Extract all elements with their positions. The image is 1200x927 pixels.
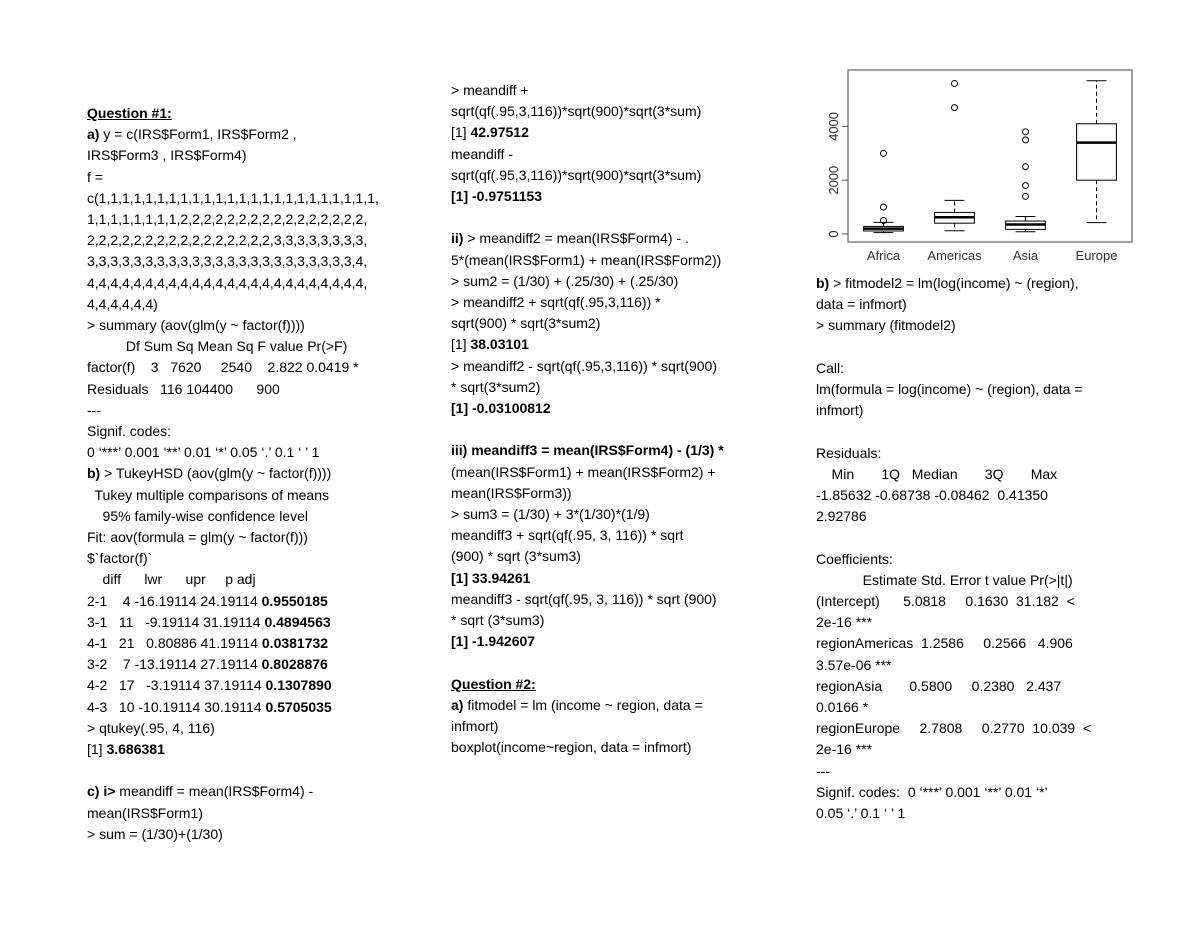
tukey-row bbox=[87, 633, 407, 654]
code-line: * sqrt(3*sum2) bbox=[451, 378, 541, 395]
code-line: boxplot(income~region, data = infmort) bbox=[451, 739, 692, 756]
tukey-header: diff lwr upr p adj bbox=[87, 571, 256, 588]
spacer bbox=[87, 760, 407, 781]
part-iii-line: iii) meandiff3 = mean(IRS$Form4) - (1/3) * bbox=[451, 442, 724, 459]
spacer bbox=[816, 337, 1136, 358]
tukey-row bbox=[87, 591, 407, 612]
tukey-row-values: 3-1 11 -9.19114 31.19114 bbox=[87, 613, 265, 630]
code-line: IRS$Form3 , IRS$Form4) bbox=[87, 147, 247, 164]
separator-dashes: --- bbox=[87, 401, 101, 418]
spacer bbox=[451, 207, 781, 228]
outlier-point bbox=[952, 80, 958, 86]
tukey-row-values: 3-2 7 -13.19114 27.19114 bbox=[87, 656, 262, 673]
residuals-header: Min 1Q Median 3Q Max bbox=[816, 465, 1058, 482]
q2-part-a-text: fitmodel = lm (income ~ region, data = bbox=[463, 696, 703, 713]
spacer bbox=[451, 652, 781, 673]
outlier-point bbox=[881, 150, 887, 156]
spacer bbox=[451, 419, 781, 440]
box-asia bbox=[1006, 129, 1046, 232]
outlier-point bbox=[1023, 164, 1029, 170]
outlier-point bbox=[1023, 129, 1029, 135]
anova-header: Df Sum Sq Mean Sq F value Pr(>F) bbox=[87, 338, 348, 355]
coefficient-line: 0.0166 * bbox=[816, 699, 869, 716]
boxplot-x-labels bbox=[867, 248, 1118, 263]
code-line: infmort) bbox=[816, 402, 864, 419]
q2-part-a-label: a) bbox=[451, 696, 464, 713]
code-line: > meandiff2 + sqrt(qf(.95,3,116)) * bbox=[451, 294, 661, 311]
code-line: (mean(IRS$Form1) + mean(IRS$Form2) + bbox=[451, 463, 716, 480]
result-line bbox=[451, 122, 781, 143]
code-line: > summary (aov(glm(y ~ factor(f)))) bbox=[87, 317, 305, 334]
signif-codes: 0.05 ‘.’ 0.1 ‘ ’ 1 bbox=[816, 805, 906, 822]
coefficient-line: 2e-16 *** bbox=[816, 741, 873, 758]
x-category-label: Africa bbox=[866, 248, 901, 263]
code-line: (900) * sqrt (3*sum3) bbox=[451, 548, 581, 565]
code-line: c(1,1,1,1,1,1,1,1,1,1,1,1,1,1,1,1,1,1,1,1,1,1,1,1, bbox=[87, 189, 379, 206]
tukey-row-values: 4-1 21 0.80886 41.19114 bbox=[87, 635, 262, 652]
boxplot-boxes bbox=[864, 80, 1117, 232]
outlier-point bbox=[1023, 183, 1029, 189]
tukey-row bbox=[87, 675, 407, 696]
call-label: Call: bbox=[816, 359, 845, 376]
code-line: mean(IRS$Form3)) bbox=[451, 484, 572, 501]
y-tick-label: 4000 bbox=[826, 111, 841, 141]
outlier-point bbox=[1023, 193, 1029, 199]
anova-row: factor(f) 3 7620 2540 2.822 0.0419 * bbox=[87, 359, 359, 376]
code-line: mean(IRS$Form1) bbox=[87, 804, 203, 821]
separator-dashes: --- bbox=[816, 762, 830, 779]
code-line: f = bbox=[87, 168, 103, 185]
code-line: > sum2 = (1/30) + (.25/30) + (.25/30) bbox=[451, 272, 679, 289]
residuals-values: -1.85632 -0.68738 -0.08462 0.41350 bbox=[816, 487, 1048, 503]
y-tick-label: 2000 bbox=[826, 165, 841, 195]
result-line: [1] -0.9751153 bbox=[451, 188, 543, 205]
code-line: data = infmort) bbox=[816, 296, 907, 313]
code-line: meandiff3 - sqrt(qf(.95, 3, 116)) * sqrt (900) bbox=[451, 590, 717, 607]
q2-part-b-text: > fitmodel2 = lm(log(income) ~ (region), bbox=[829, 275, 1079, 291]
column-question-2b bbox=[816, 273, 1136, 824]
question-1-heading: Question #1: bbox=[87, 105, 172, 121]
code-line: 3,3,3,3,3,3,3,3,3,3,3,3,3,3,3,3,3,3,3,3,3,3,3,4, bbox=[87, 253, 368, 270]
result-index: [1] bbox=[451, 124, 471, 141]
code-line: > sum = (1/30)+(1/30) bbox=[87, 825, 223, 842]
part-a-text: y = c(IRS$Form1, IRS$Form2 , bbox=[99, 126, 297, 143]
result-line bbox=[451, 334, 781, 355]
tukey-factor-label: $`factor(f)` bbox=[87, 550, 153, 567]
signif-codes: 0 ‘***’ 0.001 ‘**’ 0.01 ‘*’ 0.05 ‘.’ 0.1 ‘ ’ 1 bbox=[87, 444, 320, 461]
x-category-label: Americas bbox=[927, 248, 982, 263]
code-line: lm(formula = log(income) ~ (region), data = bbox=[816, 381, 1083, 397]
code-line: 2,2,2,2,2,2,2,2,2,2,2,2,2,2,2,2,3,3,3,3,3,3,3,3, bbox=[87, 232, 368, 249]
x-category-label: Europe bbox=[1075, 248, 1118, 263]
code-line: sqrt(900) * sqrt(3*sum2) bbox=[451, 315, 601, 332]
result-line: [1] -0.03100812 bbox=[451, 400, 551, 417]
tukey-fit: Fit: aov(formula = glm(y ~ factor(f))) bbox=[87, 529, 308, 546]
code-line: 4,4,4,4,4,4,4,4,4,4,4,4,4,4,4,4,4,4,4,4,4,4,4,4, bbox=[87, 274, 368, 291]
part-b-text: > TukeyHSD (aov(glm(y ~ factor(f)))) bbox=[100, 465, 332, 482]
code-line: sqrt(qf(.95,3,116))*sqrt(900)*sqrt(3*sum) bbox=[451, 103, 702, 120]
code-line: 4,4,4,4,4,4) bbox=[87, 295, 158, 312]
tukey-row bbox=[87, 612, 407, 633]
tukey-row-values: 4-2 17 -3.19114 37.19114 bbox=[87, 677, 266, 694]
coefficient-line: 3.57e-06 *** bbox=[816, 656, 892, 673]
tukey-row-padj: 0.4894563 bbox=[264, 613, 331, 630]
result-value: 42.97512 bbox=[470, 124, 529, 141]
code-line: 5*(mean(IRS$Form1) + mean(IRS$Form2)) bbox=[451, 251, 722, 268]
tukey-confidence: 95% family-wise confidence level bbox=[87, 507, 308, 524]
boxplot-y-axis bbox=[826, 112, 848, 238]
tukey-row-padj: 0.0381732 bbox=[261, 635, 329, 652]
anova-row: Residuals 116 104400 900 bbox=[87, 380, 280, 397]
code-line: meandiff - bbox=[451, 145, 513, 162]
tukey-row-padj: 0.8028876 bbox=[261, 656, 328, 673]
code-line: infmort) bbox=[451, 718, 499, 735]
part-c-label: c) i> bbox=[87, 783, 116, 800]
part-c-line bbox=[87, 781, 407, 802]
part-b-line bbox=[87, 463, 407, 484]
tukey-row-padj: 0.1307890 bbox=[265, 677, 332, 694]
qtukey-command: > qtukey(.95, 4, 116) bbox=[87, 719, 215, 736]
question-2-heading: Question #2: bbox=[451, 675, 536, 692]
spacer bbox=[816, 421, 1136, 442]
tukey-row-padj: 0.5705035 bbox=[265, 698, 332, 715]
y-tick-label: 0 bbox=[826, 230, 841, 238]
box-europe bbox=[1077, 81, 1117, 223]
interquartile-box bbox=[1077, 124, 1117, 180]
part-a-line bbox=[87, 124, 407, 145]
code-line: > meandiff2 - sqrt(qf(.95,3,116)) * sqrt(900) bbox=[451, 357, 717, 374]
part-a-label: a) bbox=[87, 126, 100, 143]
part-ii-text: > meandiff2 = mean(IRS$Form4) - . bbox=[463, 230, 689, 247]
qtukey-result bbox=[87, 739, 407, 760]
x-category-label: Asia bbox=[1012, 248, 1039, 263]
tukey-row bbox=[87, 654, 407, 675]
signif-codes: Signif. codes: 0 ‘***’ 0.001 ‘**’ 0.01 ‘*’ bbox=[816, 783, 1048, 800]
coefficients-header: Estimate Std. Error t value Pr(>|t|) bbox=[816, 571, 1073, 588]
residuals-label: Residuals: bbox=[816, 444, 882, 461]
code-line: > summary (fitmodel2) bbox=[816, 317, 956, 334]
coefficients-label: Coefficients: bbox=[816, 550, 893, 567]
residuals-values: 2.92786 bbox=[816, 508, 867, 525]
box-americas bbox=[935, 80, 975, 230]
column-middle bbox=[451, 80, 781, 758]
result-value: 3.686381 bbox=[106, 741, 165, 758]
coefficient-line: (Intercept) 5.0818 0.1630 31.182 < bbox=[816, 593, 1075, 609]
result-index: [1] bbox=[87, 741, 107, 758]
income-region-boxplot bbox=[810, 62, 1140, 266]
signif-label: Signif. codes: bbox=[87, 423, 172, 440]
coefficient-line: regionAmericas 1.2586 0.2566 4.906 bbox=[816, 635, 1073, 652]
part-ii-label: ii) bbox=[451, 230, 464, 247]
result-line: [1] -1.942607 bbox=[451, 633, 536, 650]
tukey-row-values: 4-3 10 -10.19114 30.19114 bbox=[87, 698, 266, 715]
result-index: [1] bbox=[451, 336, 471, 353]
part-ii-line bbox=[451, 228, 781, 249]
outlier-point bbox=[1023, 137, 1029, 143]
part-c-text: meandiff = mean(IRS$Form4) - bbox=[115, 783, 314, 800]
spacer bbox=[816, 527, 1136, 548]
outlier-point bbox=[881, 204, 887, 210]
code-line: meandiff3 + sqrt(qf(.95, 3, 116)) * sqrt bbox=[451, 527, 684, 544]
coefficient-line: 2e-16 *** bbox=[816, 614, 873, 631]
box-africa bbox=[864, 150, 904, 232]
code-line: > meandiff + bbox=[451, 82, 529, 98]
code-line: sqrt(qf(.95,3,116))*sqrt(900)*sqrt(3*sum) bbox=[451, 166, 702, 183]
result-value: 38.03101 bbox=[470, 336, 529, 353]
tukey-row-values: 2-1 4 -16.19114 24.19114 bbox=[87, 592, 262, 609]
tukey-row bbox=[87, 697, 407, 718]
q2-part-b-line bbox=[816, 273, 1136, 294]
outlier-point bbox=[952, 105, 958, 111]
code-line: > sum3 = (1/30) + 3*(1/30)*(1/9) bbox=[451, 506, 650, 523]
result-line: [1] 33.94261 bbox=[451, 569, 531, 586]
q2-part-a-line bbox=[451, 695, 781, 716]
column-question-1 bbox=[87, 103, 407, 845]
code-line: * sqrt (3*sum3) bbox=[451, 612, 545, 629]
tukey-title: Tukey multiple comparisons of means bbox=[87, 486, 329, 503]
tukey-row-padj: 0.9550185 bbox=[261, 592, 328, 609]
part-b-label: b) bbox=[87, 465, 101, 482]
q2-part-b-label: b) bbox=[816, 275, 830, 291]
coefficient-line: regionAsia 0.5800 0.2380 2.437 bbox=[816, 677, 1062, 694]
code-line: 1,1,1,1,1,1,1,1,2,2,2,2,2,2,2,2,2,2,2,2,2,2,2,2, bbox=[87, 211, 368, 228]
coefficient-line: regionEurope 2.7808 0.2770 10.039 < bbox=[816, 720, 1092, 737]
